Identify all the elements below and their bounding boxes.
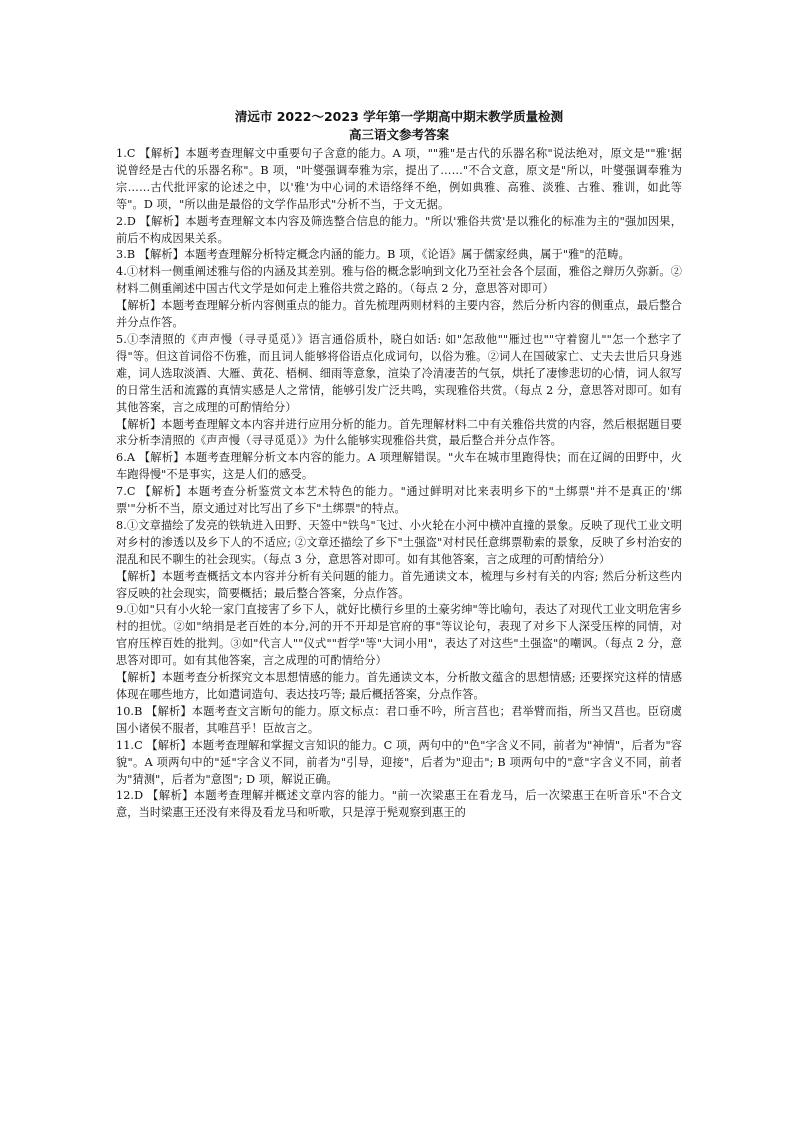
answer-paragraph: 1.C 【解析】本题考查理解文中重要句子含意的能力。A 项，""雅"是古代的乐器名称"说法绝对，原文是""雅'据说曾经是古代的乐器名称"。B 项，"叶燮强调奉雅为宗，提出了……"不合文意，原文是"所以，叶燮强调奉雅为宗……古代批评家的论述之中，以'雅'为中心词的术语络绎不绝，例如典雅、高雅、淡雅、古雅、雅训，如此等等"。D 项，"所以曲是最俗的文学作品形式"分析不当，于文无据。 (116, 147, 682, 211)
answer-paragraph: 5.①李清照的《声声慢（寻寻觅觅）》语言通俗质朴，晓白如话: 如"怎敌他""雁过也""守着窗儿""怎一个愁字了得"等。但这首词俗不伤雅，而且词人能够将俗语点化成词句，以俗为雅。②词人在国破家亡、丈夫去世后只身逃难，词人选取淡酒、大雁、黄花、梧桐、细雨等意象，渲染了冷清凄苦的气氛，烘托了凄惨悲切的心情，词人叙写的日常生活和流露的真情实感是人之常情，能够引发广泛共鸣，实现雅俗共赏。（每点 2 分，意思答对即可。如有其他答案，言之成理的可酌情给分） (116, 332, 682, 414)
answer-paragraph: 12.D 【解析】本题考查理解并概述文章内容的能力。"前一次梁惠王在看龙马，后一次梁惠王在听音乐"不合文意，当时梁惠王还没有来得及看龙马和听歌，只是淳于髡观察到惠王的 (116, 789, 682, 820)
answer-paragraph: 6.A 【解析】本题考查理解分析文本内容的能力。A 项理解错误。"火车在城市里跑得快；而在辽阔的田野中，火车跑得慢"不是事实，这是人们的感受。 (116, 451, 682, 482)
document-subtitle: 高三语文参考答案 (348, 127, 449, 142)
analysis-paragraph: 【解析】本题考查概括文本内容并分析有关问题的能力。首先通读文本，梳理与乡村有关的内容; 然后分析这些内容反映的社会现实，简要概括；最后整合答案，分点作答。 (116, 569, 682, 600)
answer-paragraph: 2.D 【解析】本题考查理解文本内容及筛选整合信息的能力。"所以'雅俗共赏'是以雅化的标准为主的"强加因果，前后不构成因果关系。 (116, 214, 682, 245)
answer-paragraph: 9.①如"只有小火轮一家门直接害了乡下人，就好比横行乡里的土豪劣绅"等比喻句，表达了对现代工业文明危害乡村的担忧。②如"纳捐是老百姓的本分,河的开不开却是官府的事"等议论句，表现了对乡下人深受压榨的同情，对官府压榨百姓的批判。③如"代言人""仪式""哲学"等"大词小用"，表达了对这些"土强盗"的嘲讽。（每点 2 分，意思答对即可。如有其他答案，言之成理的可酌情给分） (116, 603, 682, 668)
answer-paragraph: 3.B 【解析】本题考查理解分析特定概念内涵的能力。B 项，《论语》属于儒家经典，属于"雅"的范畴。 (116, 248, 630, 262)
answer-paragraph: 11.C 【解析】本题考查理解和掌握文言知识的能力。C 项，两句中的"色"字含义不同，前者为"神情"，后者为"容貌"。A 项两句中的"延"字含义不同，前者为"引导，迎接"，后者为"迎击"; B 项两句中的"意"字含义不同，前者为"猜测"，后者为"意图"; D 项，解说正确。 (116, 738, 682, 786)
document-title: 清远市 2022～2023 学年第一学期高中期末教学质量检测 (234, 109, 564, 124)
analysis-paragraph: 【解析】本题考查分析探究文本思想情感的能力。首先通读文本，分析散文蕴含的思想情感; 还要探究这样的情感体现在哪些地方，比如遣词造句、表达技巧等; 最后概括答案，分点作答。 (116, 671, 682, 701)
answer-body (116, 146, 682, 822)
answer-paragraph: 7.C 【解析】本题考查分析鉴赏文本艺术特色的能力。"通过鲜明对比来表明乡下的"土绑票"并不是真正的'绑票'"分析不当，原文通过对比写出了乡下"土绑票"的特点。 (116, 485, 682, 516)
answer-paragraph: 10.B 【解析】本题考查文言断句的能力。原文标点：君口垂不吟，所言莒也；君举臂而指，所当又莒也。臣窃虞国小诸侯不服者，其唯莒乎！臣故言之。 (116, 704, 682, 735)
analysis-paragraph: 【解析】本题考查理解文本内容并进行应用分析的能力。首先理解材料二中有关雅俗共赏的内容，然后根据题目要求分析李清照的《声声慢（寻寻觅觅）》为什么能够实现雅俗共赏，最后整合并分点作答。 (116, 417, 682, 448)
answer-paragraph: 4.①材料一侧重阐述雅与俗的内涵及其差别。雅与俗的概念影响到文化乃至社会各个层面，雅俗之辩历久弥新。②材料二侧重阐述中国古代文学是如何走上雅俗共赏之路的。（每点 2 分，意思答对即可） (116, 265, 682, 296)
analysis-paragraph: 【解析】本题考查理解分析内容侧重点的能力。首先梳理两则材料的主要内容，然后分析内容的侧重点，最后整合并分点作答。 (116, 299, 682, 330)
answer-paragraph: 8.①文章描绘了发亮的铁轨进入田野、天签中"铁鸟"飞过、小火轮在小河中横冲直撞的景象。反映了现代工业文明对乡村的渗透以及乡下人的不适应; ②文章还描绘了乡下"土强盗"对村民任意绑票勒索的景象，反映了乡村治安的混乱和民不聊生的社会现实。（每点 3 分，意思答对即可。如有其他答案，言之成理的可酌情给分） (116, 518, 682, 566)
